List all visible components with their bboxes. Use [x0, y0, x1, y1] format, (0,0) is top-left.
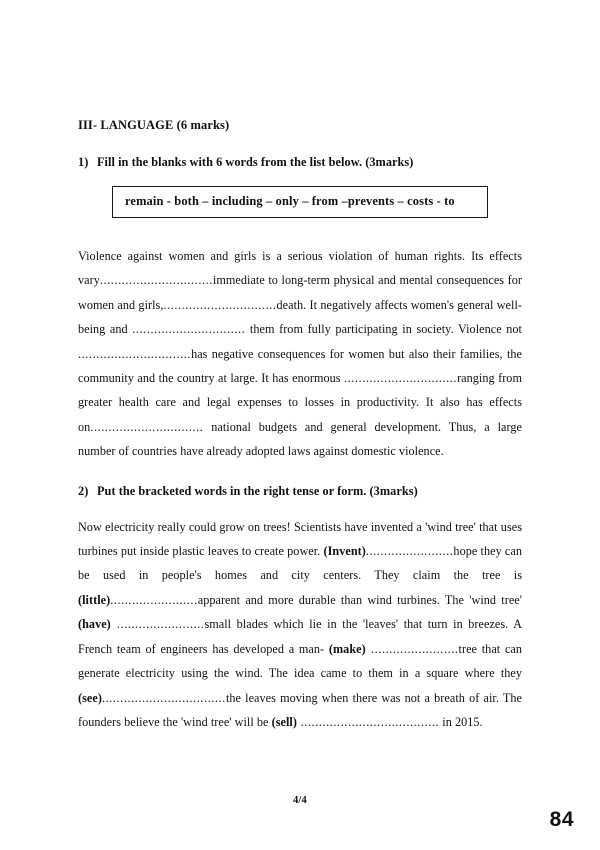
fill-blank[interactable]: ...............................: [78, 346, 192, 361]
section-title: III- LANGUAGE (6 marks): [78, 118, 230, 132]
fill-blank[interactable]: ...............................: [163, 297, 277, 312]
text-segment: them from fully participating in society. Violence not: [245, 322, 522, 337]
bracketed-word: (see): [78, 690, 102, 705]
text-segment: apparent and more durable than wind turbines. The 'wind tree': [197, 592, 522, 607]
fill-blank[interactable]: ........................: [365, 544, 454, 559]
exercise-2-paragraph: [78, 515, 522, 735]
fill-blank[interactable]: ......................................: [296, 714, 440, 729]
text-segment: ranging from greater health care and legal expenses to losses in productivity. It also has effects on: [78, 371, 522, 434]
fill-blank[interactable]: ........................: [110, 617, 205, 632]
wordbank-box: remain - both – including – only – from –prevents – costs - to: [112, 186, 488, 218]
text-segment: death. It negatively affects women's general well-being and: [78, 297, 522, 337]
text-segment: national budgets and general development. Thus, a large number of countries have already adopted laws against domestic violence.: [78, 419, 522, 459]
wordbank-container: [78, 186, 522, 218]
document-content: [78, 118, 522, 734]
exercise-1-paragraph: [78, 244, 522, 464]
exercise-1-heading: [78, 155, 522, 170]
fill-blank[interactable]: ..................................: [101, 690, 226, 705]
fill-blank[interactable]: ...............................: [99, 273, 213, 288]
fill-blank[interactable]: ........................: [365, 641, 459, 656]
text-segment: small blades which lie in the 'leaves' that turn in breezes. A French team of engineers has developed a man-: [78, 617, 522, 656]
exercise-2-heading: [78, 484, 522, 499]
fill-blank[interactable]: ...............................: [132, 322, 246, 337]
fill-blank[interactable]: ...............................: [90, 419, 204, 434]
text-segment: the leaves moving when there was not a breath of air. The founders believe the 'wind tree' will be: [78, 690, 522, 729]
text-segment: has negative consequences for women but also their families, the community and the country at large. It has enormous: [78, 346, 522, 386]
bracketed-word: (sell): [271, 714, 297, 729]
footer-page-indicator: 4/4: [292, 795, 308, 806]
bracketed-word: (little): [78, 592, 111, 607]
bracketed-word: (have): [78, 617, 111, 632]
text-segment: immediate to long-term physical and mental consequences for women and girls,: [78, 273, 522, 312]
exercise-2-instruction: Put the bracketed words in the right tense or form. (3marks): [97, 483, 418, 498]
text-segment: Now electricity really could grow on trees! Scientists have invented a 'wind tree' that uses turbines put inside plastic leaves to create power.: [78, 519, 522, 559]
text-segment: hope they can be used in people's homes and city centers. They claim the tree is: [78, 544, 522, 583]
bracketed-word: (Invent): [323, 544, 366, 559]
fill-blank[interactable]: ...............................: [344, 371, 458, 386]
exercise-1-number: 1): [78, 155, 89, 169]
corner-page-number: 84: [549, 808, 574, 831]
exercise-2-number: 2): [78, 483, 89, 498]
exercise-1-instruction: Fill in the blanks with 6 words from the list below. (3marks): [97, 155, 414, 169]
text-segment: tree that can generate electricity using the wind. The idea came to them in a square where they: [78, 641, 523, 681]
bracketed-word: (make): [328, 641, 366, 656]
text-segment: in 2015.: [439, 714, 483, 729]
fill-blank[interactable]: ........................: [110, 592, 198, 607]
text-segment: Violence against women and girls is a serious violation of human rights. Its effects vary: [78, 249, 522, 288]
